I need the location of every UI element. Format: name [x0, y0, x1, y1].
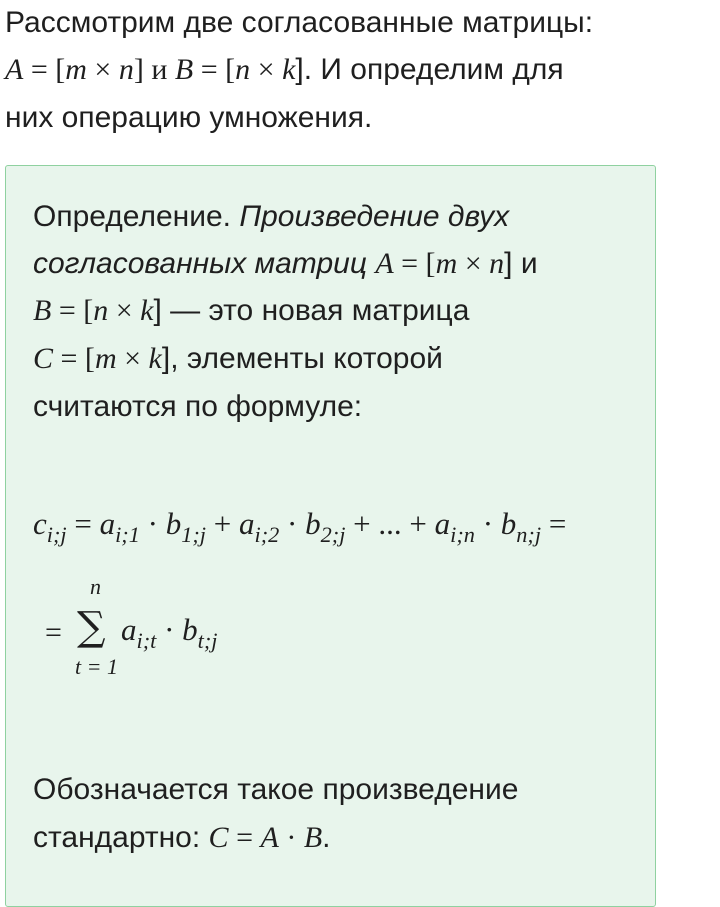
formula-line-1: $c_{i;j} = a_{i;1} \cdot b_{1;j} + a_{i;2} \cdot b_{2;j}$ + ... + $a_{i;n} \cdot b_{n;j}$ = [33, 506, 567, 547]
matrix-b: B [174, 53, 194, 86]
sum-upper-limit: n [90, 574, 101, 599]
definition-line-2: согласованных матриц A = [m × n] и [33, 247, 538, 280]
definition-line-5: считаются по формуле: [33, 390, 363, 423]
intro-line-1: Рассмотрим две согласованные матрицы: [5, 6, 594, 39]
summation-sign: ∑ [77, 604, 106, 650]
intro-line-3: них операцию умножения. [5, 101, 373, 134]
notation-line-2: стандартно: C = A · B. [33, 821, 331, 854]
definition-label: Определение. [33, 200, 240, 233]
sum-term: $a_{i;t} \cdot b_{t;j}$ [121, 612, 218, 653]
definition-line-4: C = [m × k], элементы которой [33, 342, 443, 375]
definition-line-1: Определение. Произведение двух [33, 200, 510, 233]
notation-line-1: Обозначается такое произведение [33, 773, 519, 806]
definition-line-3: B = [n × k] — это новая матрица [33, 294, 470, 327]
definition-box: Определение. Произведение двух согласованных матриц A = [m × n] и B = [n × k] — это новая матрица C = [m × k], элементы которой считаются по формуле: $c_{i;j} = a_{i;1} \cdot b_{1;j} + a_{i;2} \cdot b_{2;j}$ + ... + $a_{i;n} \cdot b_{n;j}$ = = n ∑ t = 1 $a_{i;t} \cdot b_{t;j}$ Обозначается такое произведение стандартно: C = A · B. [5, 165, 656, 907]
sum-lower-limit: t = 1 [75, 654, 118, 679]
matrix-a: A [5, 53, 24, 86]
intro-line-2: A = [m × n] и B = [n × k]. И определим для [5, 53, 564, 86]
